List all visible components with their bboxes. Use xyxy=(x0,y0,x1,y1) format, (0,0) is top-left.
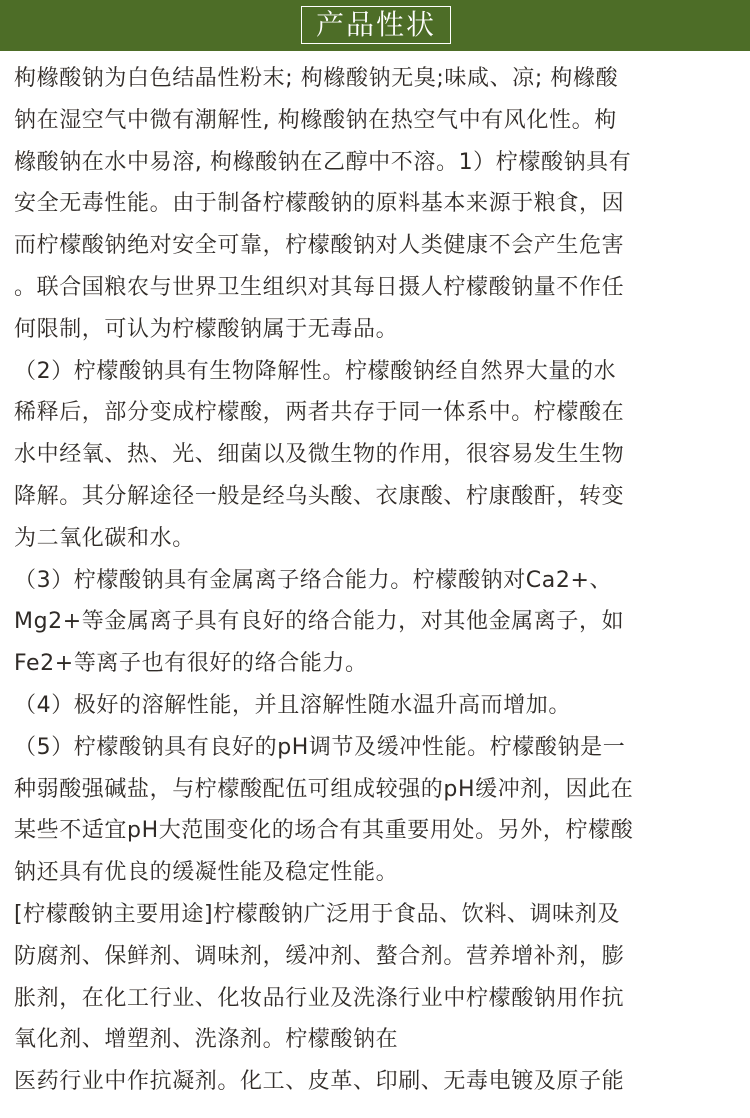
text-line: 胀剂，在化工行业、化妆品行业及洗涤行业中柠檬酸钠用作抗 xyxy=(14,985,625,1011)
text-line: 降解。其分解途径一般是经乌头酸、衣康酸、柠康酸酐，转变 xyxy=(14,483,625,509)
text-line: 稀释后，部分变成柠檬酸，两者共存于同一体系中。柠檬酸在 xyxy=(14,400,625,426)
text-line: Fe2+等离子也有很好的络合能力。 xyxy=(14,651,368,677)
text-line: [柠檬酸钠主要用途]柠檬酸钠广泛用于食品、饮料、调味剂及 xyxy=(14,901,620,927)
text-line: 钠在湿空气中微有潮解性, 枸橼酸钠在热空气中有风化性。枸 xyxy=(14,107,617,133)
text-line: 安全无毒性能。由于制备柠檬酸钠的原料基本来源于粮食，因 xyxy=(14,191,625,217)
description-text-block xyxy=(14,58,738,1118)
text-line: 为二氧化碳和水。 xyxy=(14,525,195,551)
text-line: 某些不适宜pH大范围变化的场合有其重要用处。另外，柠檬酸 xyxy=(14,818,634,844)
text-line: 何限制，可认为柠檬酸钠属于无毒品。 xyxy=(14,316,399,342)
text-line: 橼酸钠在水中易溶, 枸橼酸钠在乙醇中不溶。1）柠檬酸钠具有 xyxy=(14,149,632,175)
text-line: 防腐剂、保鲜剂、调味剂，缓冲剂、螯合剂。营养增补剂，膨 xyxy=(14,943,625,969)
text-line: （5）柠檬酸钠具有良好的pH调节及缓冲性能。柠檬酸钠是一 xyxy=(14,734,626,760)
text-line: 而柠檬酸钠绝对安全可靠，柠檬酸钠对人类健康不会产生危害 xyxy=(14,233,625,259)
section-title: 产品性状 xyxy=(301,6,451,44)
text-line: （2）柠檬酸钠具有生物降解性。柠檬酸钠经自然界大量的水 xyxy=(14,358,617,384)
text-line: 枸橼酸钠为白色结晶性粉末; 枸橼酸钠无臭;味咸、凉; 枸橼酸 xyxy=(14,66,619,91)
text-line: 。联合国粮农与世界卫生组织对其每日摄人柠檬酸钠量不作任 xyxy=(14,274,625,300)
text-line: 氧化剂、增塑剂、洗涤剂。柠檬酸钠在 xyxy=(14,1027,399,1053)
text-line: （4）极好的溶解性能，并且溶解性随水温升高而增加。 xyxy=(14,692,571,718)
text-line: Mg2+等金属离子具有良好的络合能力，对其他金属离子，如 xyxy=(14,609,625,635)
text-line: 水中经氧、热、光、细菌以及微生物的作用，很容易发生生物 xyxy=(14,442,625,468)
text-line: （3）柠檬酸钠具有金属离子络合能力。柠檬酸钠对Ca2+、 xyxy=(14,567,613,593)
header-band xyxy=(0,0,750,51)
text-line: 钠还具有优良的缓凝性能及稳定性能。 xyxy=(14,860,399,886)
text-line: 种弱酸强碱盐，与柠檬酸配伍可组成较强的pH缓冲剂，因此在 xyxy=(14,776,634,802)
text-line: 医药行业中作抗凝剂。化工、皮革、印刷、无毒电镀及原子能 xyxy=(14,1069,625,1095)
